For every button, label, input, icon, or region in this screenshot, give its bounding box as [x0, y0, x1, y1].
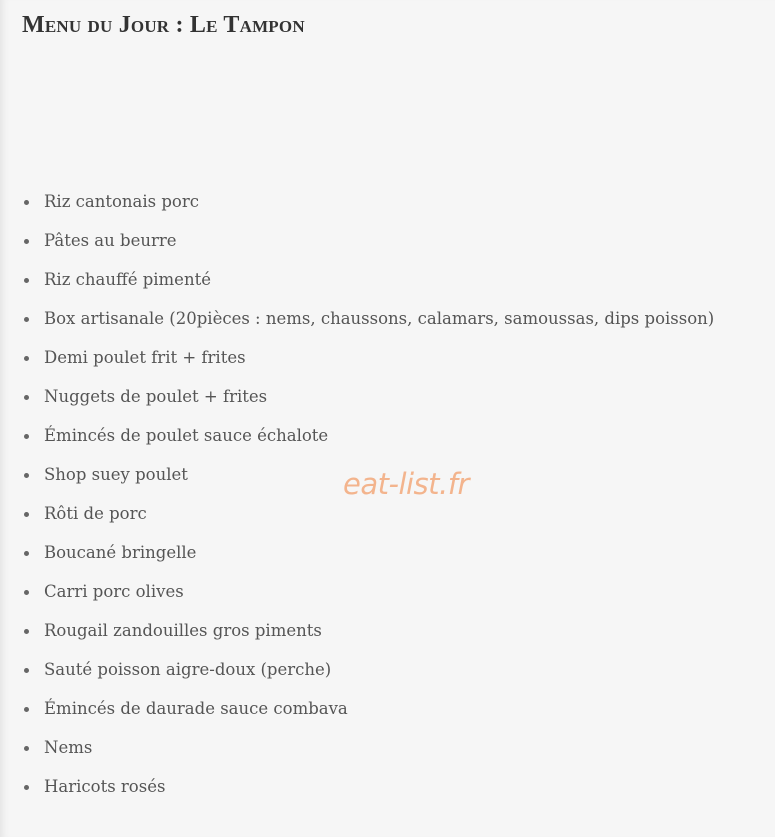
menu-item-label: Boucané bringelle: [44, 543, 197, 562]
menu-list: [0, 189, 714, 813]
watermark-text: eat-list.fr: [343, 467, 469, 501]
bullet-icon: [24, 356, 29, 361]
menu-item: [0, 306, 714, 345]
menu-item-label: Émincés de poulet sauce échalote: [44, 426, 329, 445]
menu-item: [0, 384, 714, 423]
menu-item-label: Riz cantonais porc: [44, 192, 199, 211]
menu-item-label: Demi poulet frit + frites: [44, 348, 246, 367]
menu-item: [0, 501, 714, 540]
bullet-icon: [24, 473, 29, 478]
menu-item-label: Carri porc olives: [44, 582, 184, 601]
menu-item-label: Box artisanale (20pièces : nems, chaussons, calamars, samoussas, dips poisson): [44, 309, 715, 328]
menu-item-label: Pâtes au beurre: [44, 231, 177, 250]
bullet-icon: [24, 512, 29, 517]
menu-item-label: Shop suey poulet: [44, 465, 188, 484]
menu-item: [0, 540, 714, 579]
menu-item: [0, 189, 714, 228]
menu-item-label: Rougail zandouilles gros piments: [44, 621, 322, 640]
bullet-icon: [24, 590, 29, 595]
bullet-icon: [24, 707, 29, 712]
bullet-icon: [24, 629, 29, 634]
bullet-icon: [24, 785, 29, 790]
bullet-icon: [24, 317, 29, 322]
menu-item: [0, 657, 714, 696]
bullet-icon: [24, 200, 29, 205]
menu-item: [0, 228, 714, 267]
menu-item-label: Riz chauffé pimenté: [44, 270, 211, 289]
bullet-icon: [24, 278, 29, 283]
menu-item: [0, 423, 714, 462]
menu-item: [0, 696, 714, 735]
menu-item-label: Nems: [44, 738, 93, 757]
menu-item: [0, 735, 714, 774]
bullet-icon: [24, 668, 29, 673]
menu-item-label: Émincés de daurade sauce combava: [44, 699, 348, 718]
menu-item-label: Nuggets de poulet + frites: [44, 387, 268, 406]
page-title: Menu du Jour : Le Tampon: [22, 12, 305, 38]
bullet-icon: [24, 239, 29, 244]
menu-item: [0, 774, 714, 813]
menu-item-label: Sauté poisson aigre-doux (perche): [44, 660, 332, 679]
menu-item: [0, 618, 714, 657]
menu-item: [0, 579, 714, 618]
menu-item: [0, 267, 714, 306]
menu-item-label: Haricots rosés: [44, 777, 166, 796]
bullet-icon: [24, 434, 29, 439]
bullet-icon: [24, 551, 29, 556]
menu-item: [0, 345, 714, 384]
bullet-icon: [24, 746, 29, 751]
menu-item-label: Rôti de porc: [44, 504, 147, 523]
bullet-icon: [24, 395, 29, 400]
